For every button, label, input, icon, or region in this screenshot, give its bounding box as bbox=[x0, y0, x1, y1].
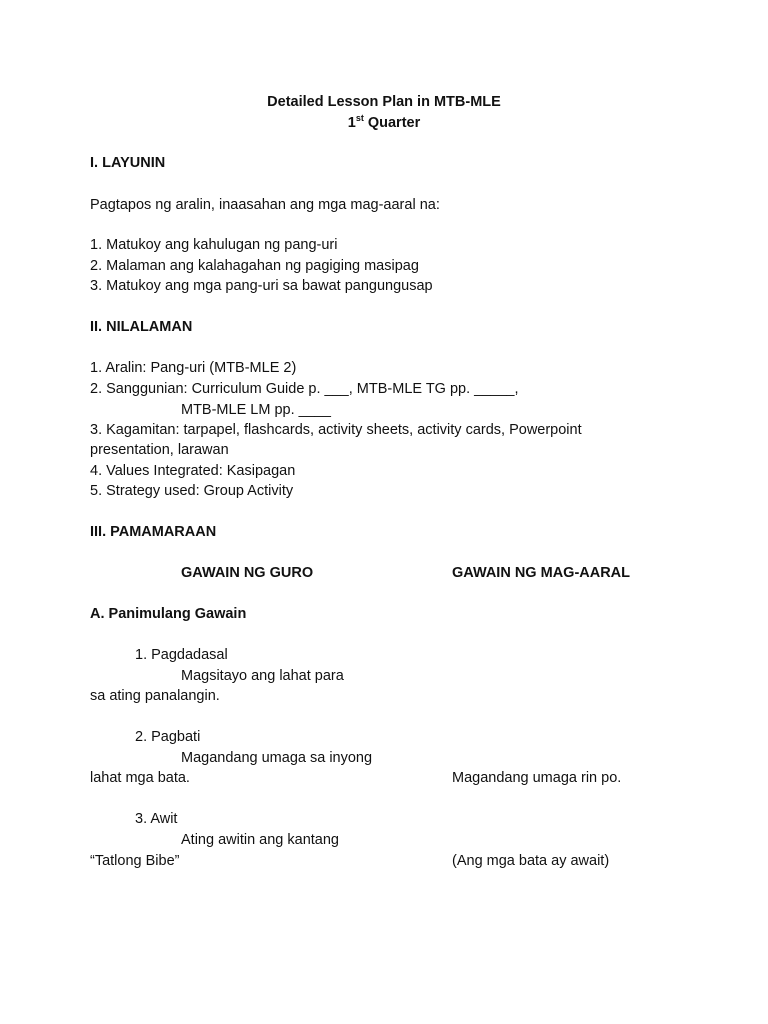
layunin-item: 2. Malaman ang kalahagahan ng pagiging masipag bbox=[90, 258, 419, 274]
quarter-label bbox=[0, 113, 768, 133]
step-awit-mag-aaral: (Ang mga bata ay await) bbox=[452, 853, 610, 869]
step-awit-label: 3. Awit bbox=[135, 811, 178, 827]
pamamaraan-heading: III. PAMAMARAAN bbox=[90, 524, 217, 540]
nilalaman-strategy: 5. Strategy used: Group Activity bbox=[90, 483, 294, 499]
nilalaman-sanggunian-cont: MTB-MLE LM pp. ____ bbox=[181, 402, 331, 418]
step-pagdadasal-guro-cont: sa ating panalangin. bbox=[90, 688, 220, 704]
quarter-ordinal-suffix: st bbox=[355, 113, 364, 123]
step-pagdadasal-guro: Magsitayo ang lahat para bbox=[181, 668, 344, 684]
layunin-heading: I. LAYUNIN bbox=[90, 155, 166, 171]
step-pagbati-guro-cont: lahat mga bata. bbox=[90, 770, 190, 786]
nilalaman-sanggunian: 2. Sanggunian: Curriculum Guide p. ___, MTB-MLE TG pp. _____, bbox=[90, 381, 519, 397]
document-title: Detailed Lesson Plan in MTB-MLE bbox=[267, 94, 501, 110]
nilalaman-kagamitan-cont: presentation, larawan bbox=[90, 442, 229, 458]
nilalaman-aralin: 1. Aralin: Pang-uri (MTB-MLE 2) bbox=[90, 360, 297, 376]
step-pagdadasal-label: 1. Pagdadasal bbox=[135, 647, 228, 663]
layunin-item: 3. Matukoy ang mga pang-uri sa bawat pangungusap bbox=[90, 278, 433, 294]
section-panimulang-gawain: A. Panimulang Gawain bbox=[90, 606, 247, 622]
quarter-number: 1 bbox=[347, 115, 356, 131]
layunin-intro: Pagtapos ng aralin, inaasahan ang mga mag-aaral na: bbox=[90, 197, 440, 213]
step-pagbati-label: 2. Pagbati bbox=[135, 729, 201, 745]
quarter-word: Quarter bbox=[363, 115, 421, 131]
nilalaman-heading: II. NILALAMAN bbox=[90, 319, 193, 335]
column-header-mag-aaral: GAWAIN NG MAG-AARAL bbox=[452, 565, 631, 581]
step-pagbati-guro: Magandang umaga sa inyong bbox=[181, 750, 373, 766]
layunin-item: 1. Matukoy ang kahulugan ng pang-uri bbox=[90, 237, 338, 253]
column-header-guro: GAWAIN NG GURO bbox=[181, 565, 314, 581]
nilalaman-kagamitan: 3. Kagamitan: tarpapel, flashcards, activity sheets, activity cards, Powerpoint bbox=[90, 422, 582, 438]
step-awit-guro-cont: “Tatlong Bibe” bbox=[90, 853, 180, 869]
nilalaman-values: 4. Values Integrated: Kasipagan bbox=[90, 463, 296, 479]
step-pagbati-mag-aaral: Magandang umaga rin po. bbox=[452, 770, 622, 786]
step-awit-guro: Ating awitin ang kantang bbox=[181, 832, 339, 848]
